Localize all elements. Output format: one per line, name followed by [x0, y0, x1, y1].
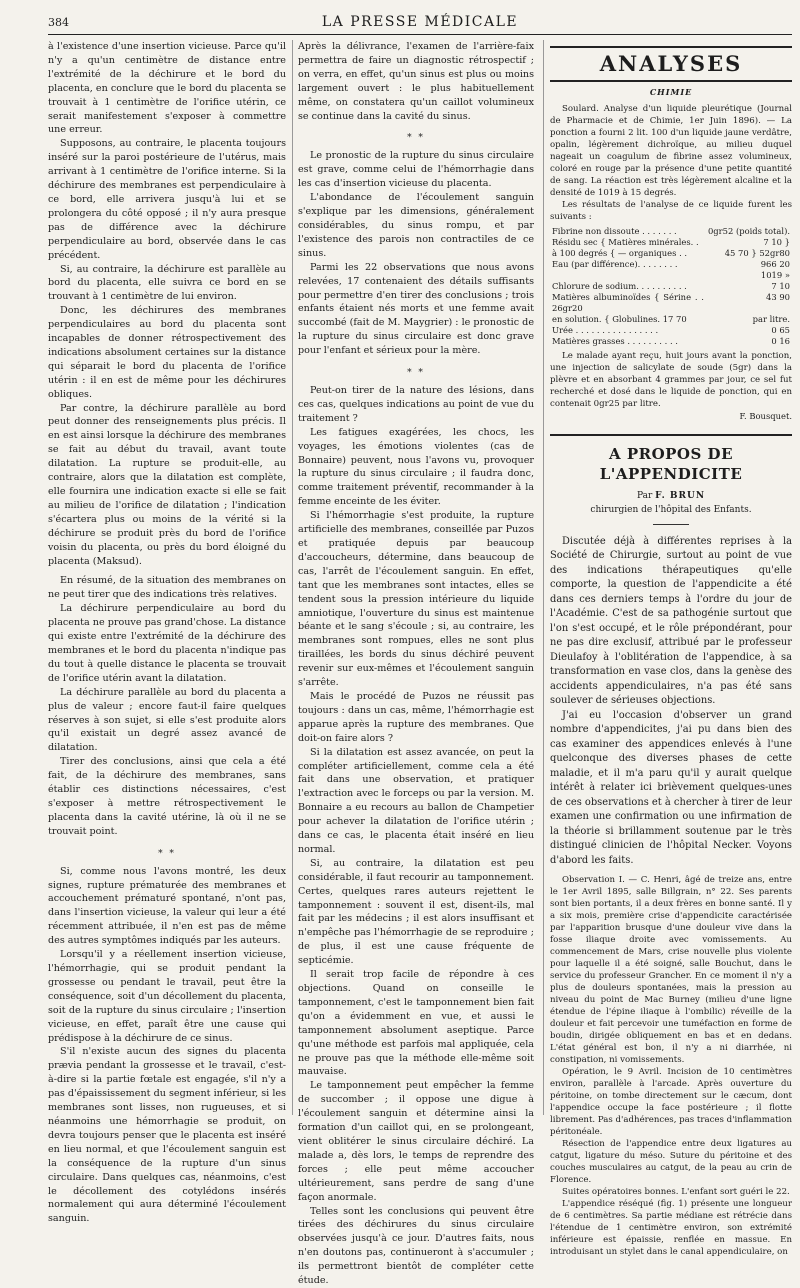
column-rule-1 [292, 40, 293, 1115]
column-left [48, 40, 286, 1225]
paragraph: Donc, les déchirures des membranes perpendiculaires au bord du placenta sont incapables de donner rétrospectivement des indications absolument certaines sur la distance qui séparait le bord du placenta de l'orifice utérin : il en est de même pour les déchirures obliques. [48, 305, 286, 400]
table-row [550, 325, 792, 336]
table-row [550, 336, 792, 347]
section-title-analyses: ANALYSES [599, 51, 743, 76]
table-cell: Matières albuminoïdes { Sérine . . 26gr20 [552, 291, 704, 313]
page-number: 384 [48, 16, 69, 29]
paragraph: Tirer des conclusions, ainsi que cela a été fait, de la déchirure des membranes, sans établir ces distinctions nécessaires, c'est s'exposer à mettre rétrospectivement le placenta dans la cavité utérine, là où il ne se trouvait point. [48, 756, 286, 837]
table-cell [550, 270, 706, 281]
table-cell: 7 10 } [763, 236, 790, 247]
table-cell: 7 10 [771, 280, 790, 291]
table-cell: par litre. [752, 313, 790, 324]
table-cell: 0gr52 (poids total). [707, 225, 790, 236]
paragraph: Mais le procédé de Puzos ne réussit pas toujours : dans un cas, même, l'hémorrhagie est apparue après la rupture des membranes. Que doit-on faire alors ? [298, 690, 534, 744]
journal-title: LA PRESSE MÉDICALE [321, 14, 519, 30]
paragraph: Le pronostic de la rupture du sinus circulaire est grave, comme celui de l'hémorrhagie dans les cas d'insertion vicieuse du placenta. [298, 150, 534, 190]
table-cell: à 100 degrés { — organiques . . [552, 247, 688, 258]
table-row [550, 259, 792, 270]
paragraph: S'il n'existe aucun des signes du placenta prævia pendant la grossesse et le travail, c'est-à-dire si la partie fœtale est engagée, s'il n'y a pas d'épaississement du segment inférieur, si les membranes sont lisses, non rugueuses, et si néanmoins une hémorrhagie se produit, on devra toujours penser que le placenta est inséré en lieu normal, et que l'écoulement sanguin est la conséquence de la rupture d'un sinus circulaire. Dans quelques cas, néanmoins, c'est le décollement des cotylédons insérés normalement qui aura déterminé l'écoulement sanguin. [48, 1046, 286, 1225]
table-cell: Chlorure de sodium. . . . . . . . . . [552, 280, 687, 291]
paragraph: Il serait trop facile de répondre à ces objections. Quand on conseille le tamponnement, c'est le tamponnement bien fait qu'on a évidemment en vue, et aussi le tamponnement absolument aseptique. Parce qu'une méthode est parfois mal appliquée, cela ne prouve pas que la méthode elle-même soit mauvaise. [298, 969, 534, 1078]
paragraph: La déchirure perpendiculaire au bord du placenta ne prouve pas grand'chose. La distance qui existe entre l'extrémité de la déchirure des membranes et le bord du placenta n'indique pas du tout à quelle distance le placenta se trouvait de l'orifice utérin avant la dilatation. [48, 603, 286, 684]
paragraph: Parmi les 22 observations que nous avons relevées, 17 contenaient des détails suffisants pour permettre d'en tirer des conclusions ; trois enfants étaient nés morts et une femme avait succombé (fait de M. Maygrier) : le pronostic de la rupture du sinus circulaire est donc grave pour l'enfant et sérieux pour la mère. [298, 261, 534, 357]
divider [550, 434, 792, 436]
paragraph: Supposons, au contraire, le placenta toujours inséré sur la paroi postérieure de l'utérus, mais arrivant à 1 centimètre de l'orifice interne. Si la déchirure des membranes est perpendiculaire à ce bord, elle arrivera jusqu'à lui et se prolongera du côté opposé ; il n'y aura presque pas de différence avec la déchirure perpendiculaire au bord, observée dans le cas précédent. [48, 138, 286, 261]
table-row [550, 281, 792, 292]
table-row [550, 248, 792, 259]
author-role: chirurgien de l'hôpital des Enfants. [590, 504, 752, 515]
subsection-chimie: CHIMIE [649, 87, 693, 97]
section-separator: * * [407, 368, 425, 379]
paragraph: Les résultats de l'analyse de ce liquide furent les suivants : [550, 199, 792, 222]
table-cell: 1019 » [760, 269, 790, 280]
table-row [550, 314, 792, 325]
paragraph: Le malade ayant reçu, huit jours avant la ponction, une injection de salicylate de soude (5gr) dans la plèvre et en absorbant 4 grammes par jour, ce sel fut recherché et dosé dans le liquide de ponction, qui en contenait 0gr25 par litre. [550, 350, 792, 409]
column-right [550, 40, 792, 1258]
paragraph: L'abondance de l'écoulement sanguin s'explique par les dimensions, généralement considérables, du sinus rompu, et par l'existence des parois non contractiles de ce sinus. [298, 192, 534, 259]
table-cell: Urée . . . . . . . . . . . . . . . . [552, 324, 659, 335]
paragraph: L'appendice réséqué (fig. 1) présente une longueur de 6 centimètres. Sa partie médiane est rétrécie dans l'étendue de 1 centimètre environ, son extrémité inférieure est épaissie, renflée en massue. En introduisant un stylet dans le canal appendiculaire, on [550, 1199, 792, 1258]
paragraph: Si, comme nous l'avons montré, les deux signes, rupture prématurée des membranes et accouchement prématuré spontané, n'ont pas, dans l'insertion vicieuse, la valeur qui leur a été récemment attribuée, il n'en est pas de même des autres symptômes indiqués par les auteurs. [48, 865, 286, 947]
table-cell: Eau (par différence). . . . . . . . [552, 258, 678, 269]
table-cell: en solution. { Globulines. 17 70 [552, 313, 687, 324]
paragraph: Peut-on tirer de la nature des lésions, dans ces cas, quelques indications au point de vue du traitement ? [298, 385, 534, 424]
table-cell: 0 16 [771, 335, 790, 346]
table-cell: 0 65 [771, 324, 790, 335]
column-rule-2 [543, 40, 544, 1115]
paragraph: Résection de l'appendice entre deux ligatures au catgut, ligature du méso. Suture du péritoine et des couches musculaires au catgut, de la peau au crin de Florence. [550, 1139, 792, 1186]
byline [550, 490, 792, 504]
paragraph: Suites opératoires bonnes. L'enfant sort guéri le 22. [562, 1187, 790, 1198]
table-cell: 43 90 [766, 291, 790, 302]
paragraph: Telles sont les conclusions qui peuvent être tirées des déchirures du sinus circulaire observées jusqu'à ce jour. D'autres faits, nous n'en doutons pas, continueront à s'accumuler ; ils permettront bientôt de compléter cette étude. [298, 1205, 534, 1287]
paragraph: Si, au contraire, la dilatation est peu considérable, il faut recourir au tamponnement. Certes, quelques rares auteurs rejettent le tamponnement : souvent il est, disent-ils, mal fait par les médecins ; il est alors insuffisant et n'empêche pas l'hémorrhagie de se reproduire ; de plus, il est une cause fréquente de septicémie. [298, 857, 534, 967]
paragraph: à l'existence d'une insertion vicieuse. Parce qu'il n'y a qu'un centimètre de distance entre l'extrémité de la déchirure et le bord du placenta, en conclure que le bord du placenta se trouvait à 1 centimètre de l'orifice utérin, ce serait manifestement s'exposer à commettre une erreur. [48, 41, 286, 136]
paragraph: Discutée déjà à différentes reprises à la Société de Chirurgie, surtout au point de vue des indications thérapeutiques qu'elle comporte, la question de l'appendicite a été dans ces derniers temps à l'ordre du jour de l'Académie. C'est de sa pathogénie surtout que l'on s'est occupé, et le rôle prépondérant, pour ne pas dire exclusif, attribué par le professeur Dieulafoy à l'oblitération de l'appendice, à sa transformation en vase clos, dans la genèse des accidents appendiculaires, n'a pas été sans soulever de sérieuses objections. [550, 535, 792, 707]
table-cell: Matières grasses . . . . . . . . . . [552, 335, 678, 346]
section-separator: * * [158, 848, 176, 859]
column-middle [298, 40, 534, 1287]
paragraph: J'ai eu l'occasion d'observer un grand nombre d'appendicites, j'ai pu dans bien des cas examiner des appendices enlevés à l'une quelconque des diverses phases de cette maladie, et il m'a paru qu'il y aurait quelque intérêt à relater ici brièvement quelques-unes de ces observations et à chercher à tirer de leur examen une confirmation ou une infirmation de la théorie si brillamment soutenue par le très distingué clinicien de l'hôpital Necker. Voyons d'abord les faits. [550, 709, 792, 866]
page-header [48, 12, 792, 35]
table-row [550, 226, 792, 237]
table-row [550, 270, 792, 281]
paragraph: Lorsqu'il y a réellement insertion vicieuse, l'hémorrhagie, qui se produit pendant la grossesse ou pendant le travail, peut être la conséquence, soit d'un décollement du placenta, soit de la rupture du sinus circulaire ; l'insertion vicieuse, en effet, paraît être une cause qui prédispose à la déchirure de ce sinus. [48, 949, 286, 1044]
paragraph: Après la délivrance, l'examen de l'arrière-faix permettra de faire un diagnostic rétrospectif ; on verra, en effet, qu'un sinus est plus ou moins largement ouvert : le plus habituellement même, on constatera qu'un caillot volumineux se continue dans la cavité du sinus. [298, 41, 534, 122]
table-cell: 45 70 } 52gr80 [724, 247, 790, 258]
table-row [550, 292, 792, 314]
paragraph: En résumé, de la situation des membranes on ne peut tirer que des indications très relatives. [48, 575, 286, 601]
author-name: F. BRUN [655, 490, 706, 501]
table-cell: Fibrine non dissoute . . . . . . . [552, 225, 677, 236]
signature: F. Bousquet. [739, 410, 792, 421]
paragraph: La déchirure parallèle au bord du placenta a plus de valeur ; encore faut-il faire quelques réserves à son sujet, si elle s'est produite alors qu'il existait un degré assez avancé de dilatation. [48, 686, 286, 754]
paragraph: Par contre, la déchirure parallèle au bord peut donner des renseignements plus précis. Il en est ainsi lorsque la déchirure des membranes se fait au début du travail, avant toute dilatation. La rupture se produit-elle, au contraire, alors que la dilatation est complète, elle fournira une indication exacte si elle se fait au milieu de l'orifice de dilatation ; l'indication s'écartera plus ou moins de la vérité si la déchirure se produit près du bord de l'orifice voisin du placenta, ou près du bord éloigné du placenta (Maksud). [48, 402, 286, 567]
paragraph: Si l'hémorrhagie s'est produite, la rupture artificielle des membranes, conseillée par Puzos et pratiquée depuis par beaucoup d'accoucheurs, détermine, dans beaucoup de cas, l'arrêt de l'écoulement sanguin. En effet, tant que les membranes sont intactes, elles se tendent sous la pression intérieure du liquide amniotique, l'ouverture du sinus est maintenue béante et le sang s'écoule ; si, au contraire, les membranes sont rompues, elles ne sont plus tiraillées, les bords du sinus déchiré peuvent revenir sur eux-mêmes et l'écoulement sanguin s'arrête. [298, 510, 534, 689]
divider-short [653, 524, 689, 525]
section-separator: * * [407, 133, 425, 144]
composition-table [550, 226, 792, 347]
paragraph: Si la dilatation est assez avancée, on peut la compléter artificiellement, comme cela a été fait dans une observation, et pratiquer l'extraction avec le forceps ou par la version. M. Bonnaire a eu recours au ballon de Champetier pour achever la dilatation de l'orifice utérin ; dans ce cas, le placenta était inséré en lieu normal. [298, 746, 534, 855]
observation-paragraph: Observation I. — C. Henri, âgé de treize ans, entre le 1er Avril 1895, salle Billgrain, n° 22. Ses parents sont bien portants, il a deux frères en bonne santé. Il y a six mois, première crise d'appendicite caractérisée par l'apparition brusque d'une douleur vive dans la fosse iliaque droite avec vomissements. Au commencement de Mars, crise nouvelle plus violente pour laquelle il a été soigné, salle Bouchut, dans le service du professeur Grancher. En ce moment il n'y a plus de douleurs spontanées, mais la pression au niveau du point de Mac Burney (milieu d'une ligne étendue de l'épine iliaque à l'ombilic) réveille de la douleur et fait percevoir une tuméfaction en forme de boudin, dirigée obliquement en bas et en dedans. L'état général est bon, il n'y a ni diarrhée, ni constipation, ni vomissements. [550, 875, 792, 1066]
paragraph: Soulard. Analyse d'un liquide pleurétique (Journal de Pharmacie et de Chimie, 1er Juin 1896). — La ponction a fourni 2 lit. 100 d'un liquide jaune verdâtre, opalin, légèrement dichroïque, au milieu duquel nageait un coagulum de fibrine assez volumineux, coloré en rouge par la présence d'une petite quantité de sang. La réaction est très légèrement alcaline et la densité de 1019 à 15 degrés. [550, 103, 792, 198]
table-cell: 966 20 [760, 258, 790, 269]
paragraph: Si, au contraire, la déchirure est parallèle au bord du placenta, elle suivra ce bord en se trouvant à 1 centimètre de lui environ. [48, 263, 286, 303]
byline-prefix: Par [636, 490, 653, 501]
paragraph: Opération, le 9 Avril. Incision de 10 centimètres environ, parallèle à l'arcade. Après ouverture du péritoine, on tombe directement sur le cæcum, dont l'appendice occupe la face postérieure ; il flotte librement. Pas d'adhérences, pas traces d'inflammation péritonéale. [550, 1067, 792, 1138]
table-cell: Résidu sec { Matières minérales. . [552, 236, 699, 247]
analyses-heading-box [550, 46, 792, 82]
table-row [550, 237, 792, 248]
paragraph: Les fatigues exagérées, les chocs, les voyages, les émotions violentes (cas de Bonnaire) peuvent, nous l'avons vu, provoquer la rupture du sinus circulaire ; il faudra donc, comme traitement préventif, recommander à la femme enceinte de les éviter. [298, 426, 534, 508]
paragraph: Le tamponnement peut empêcher la femme de succomber ; il oppose une digue à l'écoulement sanguin et détermine ainsi la formation d'un caillot qui, en se prolongeant, vient oblitérer le sinus circulaire déchiré. La malade a, dès lors, le temps de reprendre des forces ; elle peut même accoucher ultérieurement, sans perdre de sang d'une façon anormale. [298, 1080, 534, 1203]
article-title: A PROPOS DE L'APPENDICITE [599, 444, 743, 483]
